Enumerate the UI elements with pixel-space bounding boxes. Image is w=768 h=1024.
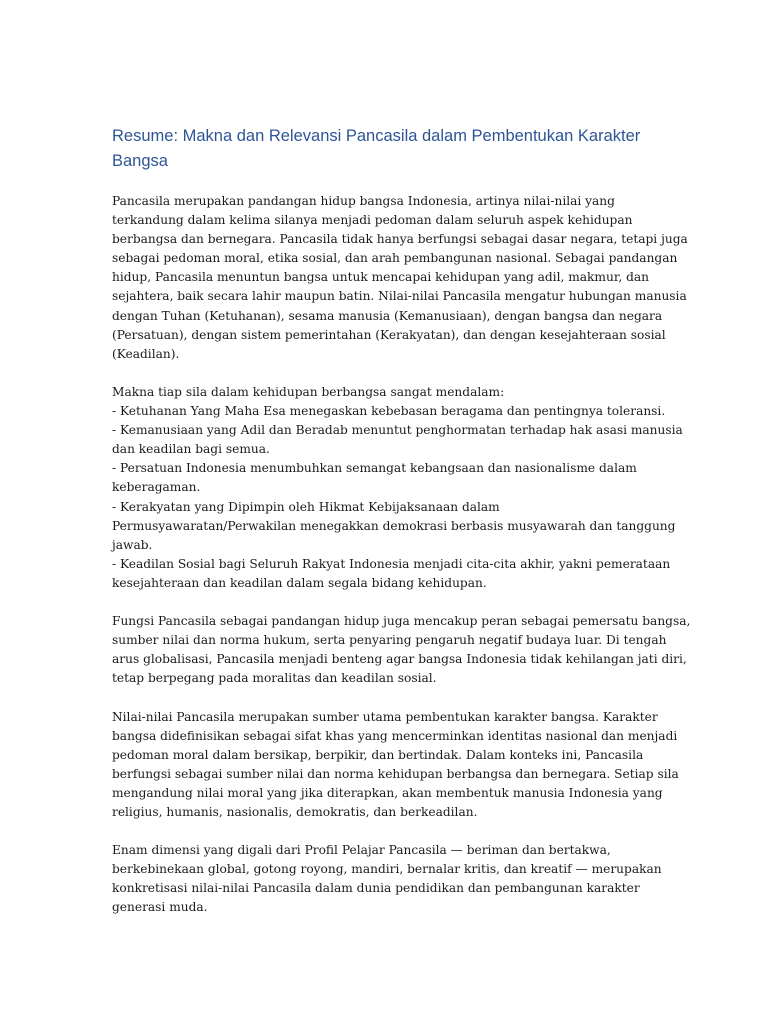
list-item-line: jawab. (112, 537, 153, 552)
paragraph-karakter-bangsa (112, 708, 679, 823)
text-line: berkebinekaan global, gotong royong, mandiri, bernalar kritis, dan kreatif — merupakan (112, 862, 662, 877)
list-item-line: - Kerakyatan yang Dipimpin oleh Hikmat Kebijaksanaan dalam (112, 499, 500, 514)
title-line: Resume: Makna dan Relevansi Pancasila dalam Pembentukan Karakter (112, 127, 641, 145)
text-line: konkretisasi nilai-nilai Pancasila dalam dunia pendidikan dan pembangunan karakter (112, 881, 640, 896)
text-line: Fungsi Pancasila sebagai pandangan hidup juga mencakup peran sebagai pemersatu bangsa, (112, 614, 691, 629)
text-line: berfungsi sebagai sumber nilai dan norma kehidupan berbangsa dan bernegara. Setiap sila (112, 766, 679, 781)
list-item-line: - Keadilan Sosial bagi Seluruh Rakyat Indonesia menjadi cita-cita akhir, yakni pemerataan (112, 556, 671, 571)
text-line: generasi muda. (112, 900, 208, 915)
list-item-line: dan keadilan bagi semua. (112, 442, 270, 457)
list-item-line: kesejahteraan dan keadilan dalam segala bidang kehidupan. (112, 575, 487, 590)
paragraph-fungsi (112, 612, 691, 688)
text-line: Makna tiap sila dalam kehidupan berbangsa sangat mendalam: (112, 384, 505, 399)
text-line: pedoman moral dalam bersikap, berpikir, dan bertindak. Dalam konteks ini, Pancasila (112, 747, 644, 762)
text-line: hidup, Pancasila menuntun bangsa untuk mencapai kehidupan yang adil, makmur, dan (112, 270, 649, 285)
text-line: berbangsa dan bernegara. Pancasila tidak hanya berfungsi sebagai dasar negara, tetapi juga (112, 232, 688, 247)
text-line: (Persatuan), dengan sistem pemerintahan (Kerakyatan), dan dengan kesejahteraan sosial (112, 327, 666, 342)
text-line: tetap berpegang pada moralitas dan keadilan sosial. (112, 671, 437, 686)
document-body (112, 192, 691, 918)
list-item-line: keberagaman. (112, 480, 201, 495)
list-item-line: - Kemanusiaan yang Adil dan Beradab menuntut penghormatan terhadap hak asasi manusia (112, 423, 683, 438)
paragraph-pandangan-hidup (112, 192, 688, 364)
text-line: mengandung nilai moral yang jika diterapkan, akan membentuk manusia Indonesia yang (112, 785, 663, 800)
text-line: sejahtera, baik secara lahir maupun batin. Nilai-nilai Pancasila mengatur hubungan manusia (112, 289, 687, 304)
text-line: (Keadilan). (112, 346, 180, 361)
list-item-line: Permusyawaratan/Perwakilan menegakkan demokrasi berbasis musyawarah dan tanggung (112, 518, 676, 533)
document-page (112, 124, 691, 918)
title-line: Bangsa (112, 152, 168, 170)
list-item-line: - Persatuan Indonesia menumbuhkan semangat kebangsaan dan nasionalisme dalam (112, 461, 637, 476)
document-title (112, 124, 660, 174)
text-line: sumber nilai dan norma hukum, serta penyaring pengaruh negatif budaya luar. Di tengah (112, 633, 667, 648)
text-line: Pancasila merupakan pandangan hidup bangsa Indonesia, artinya nilai-nilai yang (112, 194, 615, 208)
text-line: Enam dimensi yang digali dari Profil Pelajar Pancasila — beriman dan bertakwa, (112, 843, 611, 858)
text-line: terkandung dalam kelima silanya menjadi pedoman dalam seluruh aspek kehidupan (112, 213, 633, 228)
text-line: arus globalisasi, Pancasila menjadi benteng agar bangsa Indonesia tidak kehilangan jati diri, (112, 652, 687, 667)
text-line: bangsa didefinisikan sebagai sifat khas yang mencerminkan identitas nasional dan menjadi (112, 728, 678, 743)
text-line: sebagai pedoman moral, etika sosial, dan arah pembangunan nasional. Sebagai pandangan (112, 251, 678, 266)
text-line: dengan Tuhan (Ketuhanan), sesama manusia (Kemanusiaan), dengan bangsa dan negara (112, 308, 663, 323)
text-line: religius, humanis, nasionalis, demokratis, dan berkeadilan. (112, 805, 478, 819)
paragraph-makna-sila (112, 383, 683, 593)
paragraph-profil-pelajar (112, 841, 660, 917)
list-item-line: - Ketuhanan Yang Maha Esa menegaskan kebebasan beragama dan pentingnya toleransi. (112, 404, 666, 419)
text-line: Nilai-nilai Pancasila merupakan sumber utama pembentukan karakter bangsa. Karakter (112, 709, 658, 724)
